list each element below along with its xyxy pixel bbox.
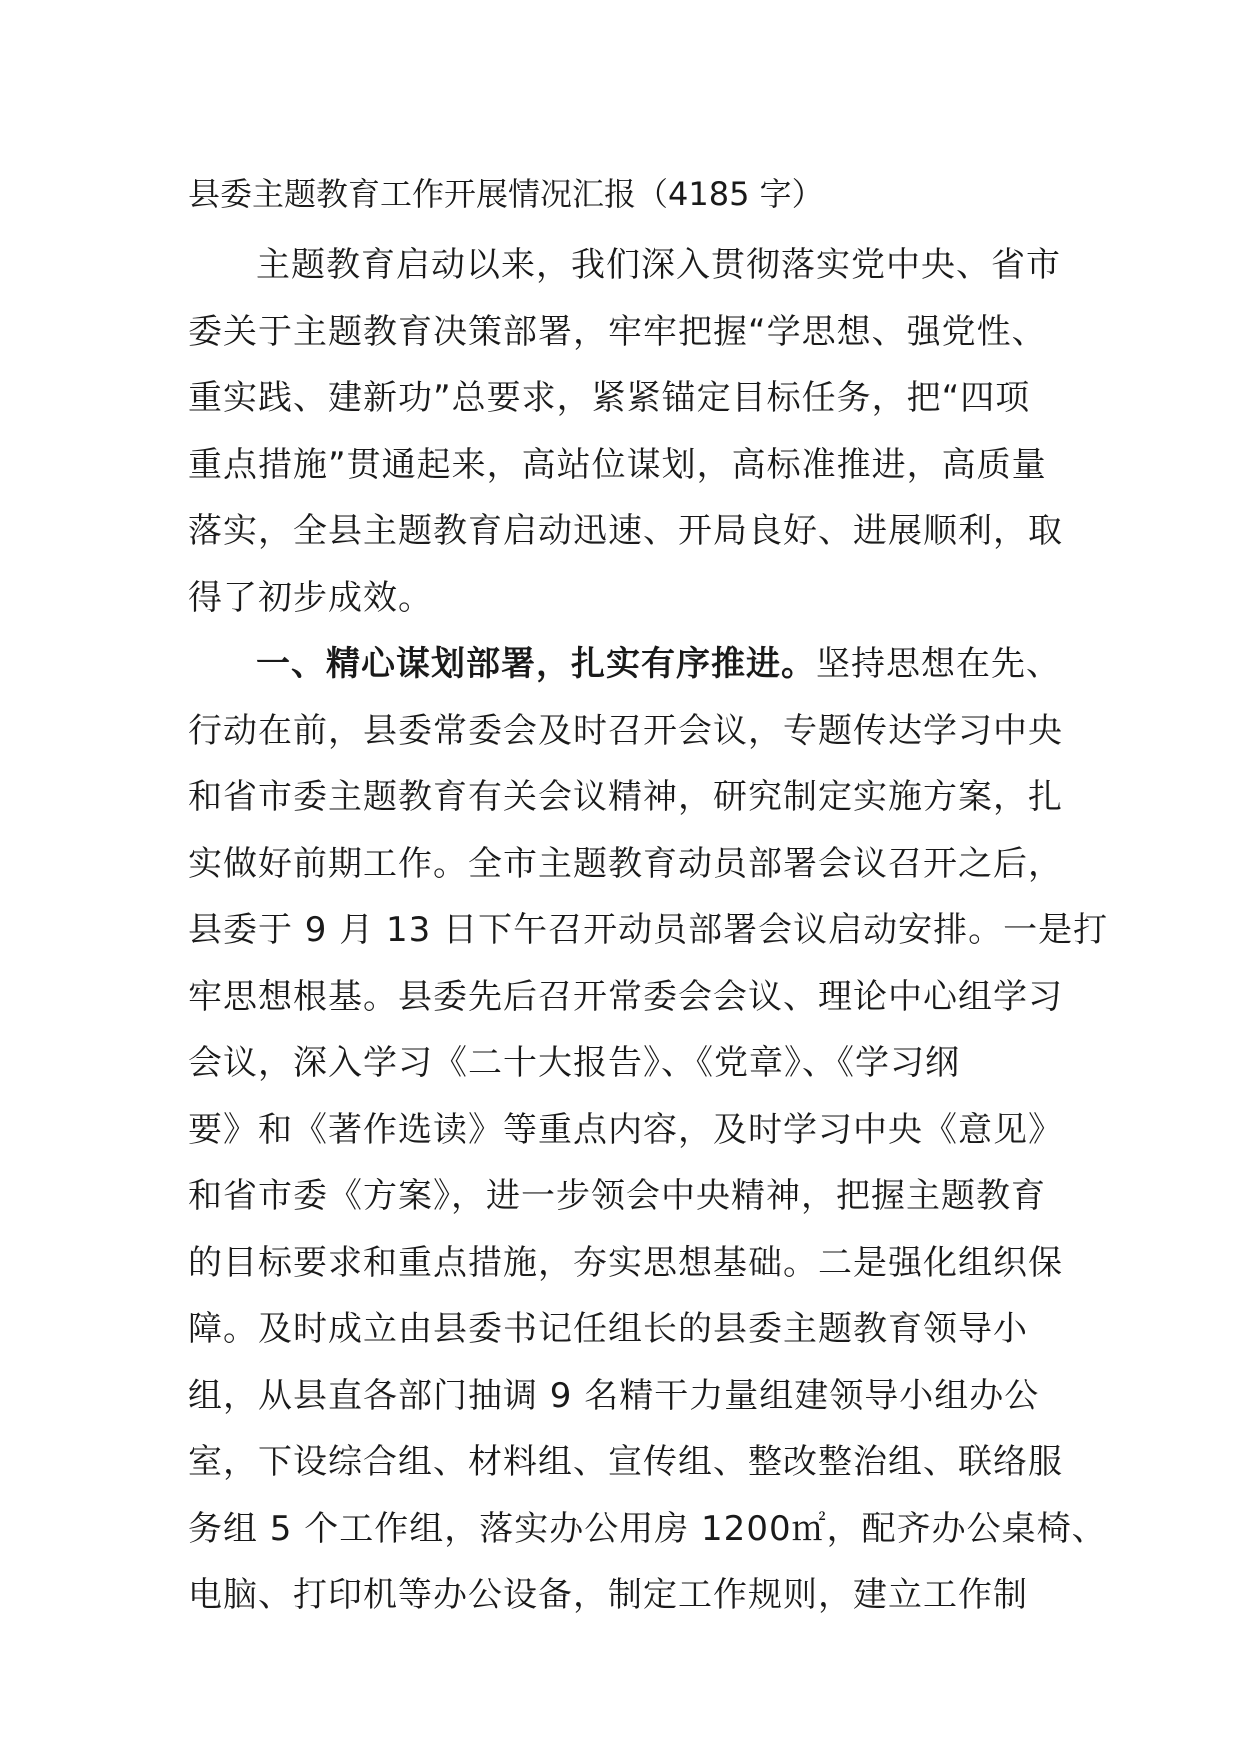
paragraph-line: 重实践、建新功”总要求，紧紧锚定目标任务，把“四项 [188,378,1031,418]
document-title: 县委主题教育工作开展情况汇报（4185 字） [188,175,824,213]
paragraph-line: 实做好前期工作。全市主题教育动员部署会议召开之后， [188,843,1063,884]
paragraph-line: 主题教育启动以来，我们深入贯彻落实党中央、省市 [256,245,1061,285]
paragraph-line: 的目标要求和重点措施，夯实思想基础。二是强化组织保 [188,1242,1063,1283]
paragraph-line: 务组 5 个工作组，落实办公用房 1200㎡，配齐办公桌椅、 [188,1508,1107,1549]
paragraph-line: 和省市委《方案》，进一步领会中央精神，把握主题教育 [188,1176,1046,1216]
paragraph-line: 组，从县直各部门抽调 9 名精干力量组建领导小组办公 [188,1375,1040,1416]
paragraph-line: 和省市委主题教育有关会议精神，研究制定实施方案，扎 [188,777,1063,817]
paragraph-line: 得了初步成效。 [188,577,433,618]
paragraph-line: 会议，深入学习《二十大报告》、《党章》、《学习纲 [188,1043,960,1083]
paragraph-line: 电脑、打印机等办公设备，制定工作规则，建立工作制 [188,1575,1028,1615]
paragraph-section-one [188,631,1108,1629]
paragraph-line: 行动在前，县委常委会及时召开会议，专题传达学习中央 [188,710,1063,751]
paragraph-line: 县委于 9 月 13 日下午召开动员部署会议启动安排。一是打 [188,910,1109,950]
paragraph-line: 要》和《著作选读》等重点内容，及时学习中央《意见》 [188,1109,1063,1150]
paragraph-line: 室，下设综合组、材料组、宣传组、整改整治组、联络服 [188,1442,1063,1482]
paragraph-line: 委关于主题教育决策部署，牢牢把握“学思想、强党性、 [188,311,1047,352]
paragraph-line: 落实，全县主题教育启动迅速、开局良好、进展顺利，取 [188,511,1063,551]
paragraph-line: 牢思想根基。县委先后召开常委会会议、理论中心组学习 [188,976,1063,1017]
paragraph-line: 障。及时成立由县委书记任组长的县委主题教育领导小 [188,1309,1028,1349]
paragraph-line: 重点措施”贯通起来，高站位谋划，高标准推进，高质量 [188,444,1047,485]
paragraph-first-line [188,631,1108,698]
section-heading: 一、精心谋划部署，扎实有序推进。 [256,644,816,684]
paragraph-line-rest: 坚持思想在先、 [816,644,1061,684]
paragraph-intro [188,232,1063,631]
